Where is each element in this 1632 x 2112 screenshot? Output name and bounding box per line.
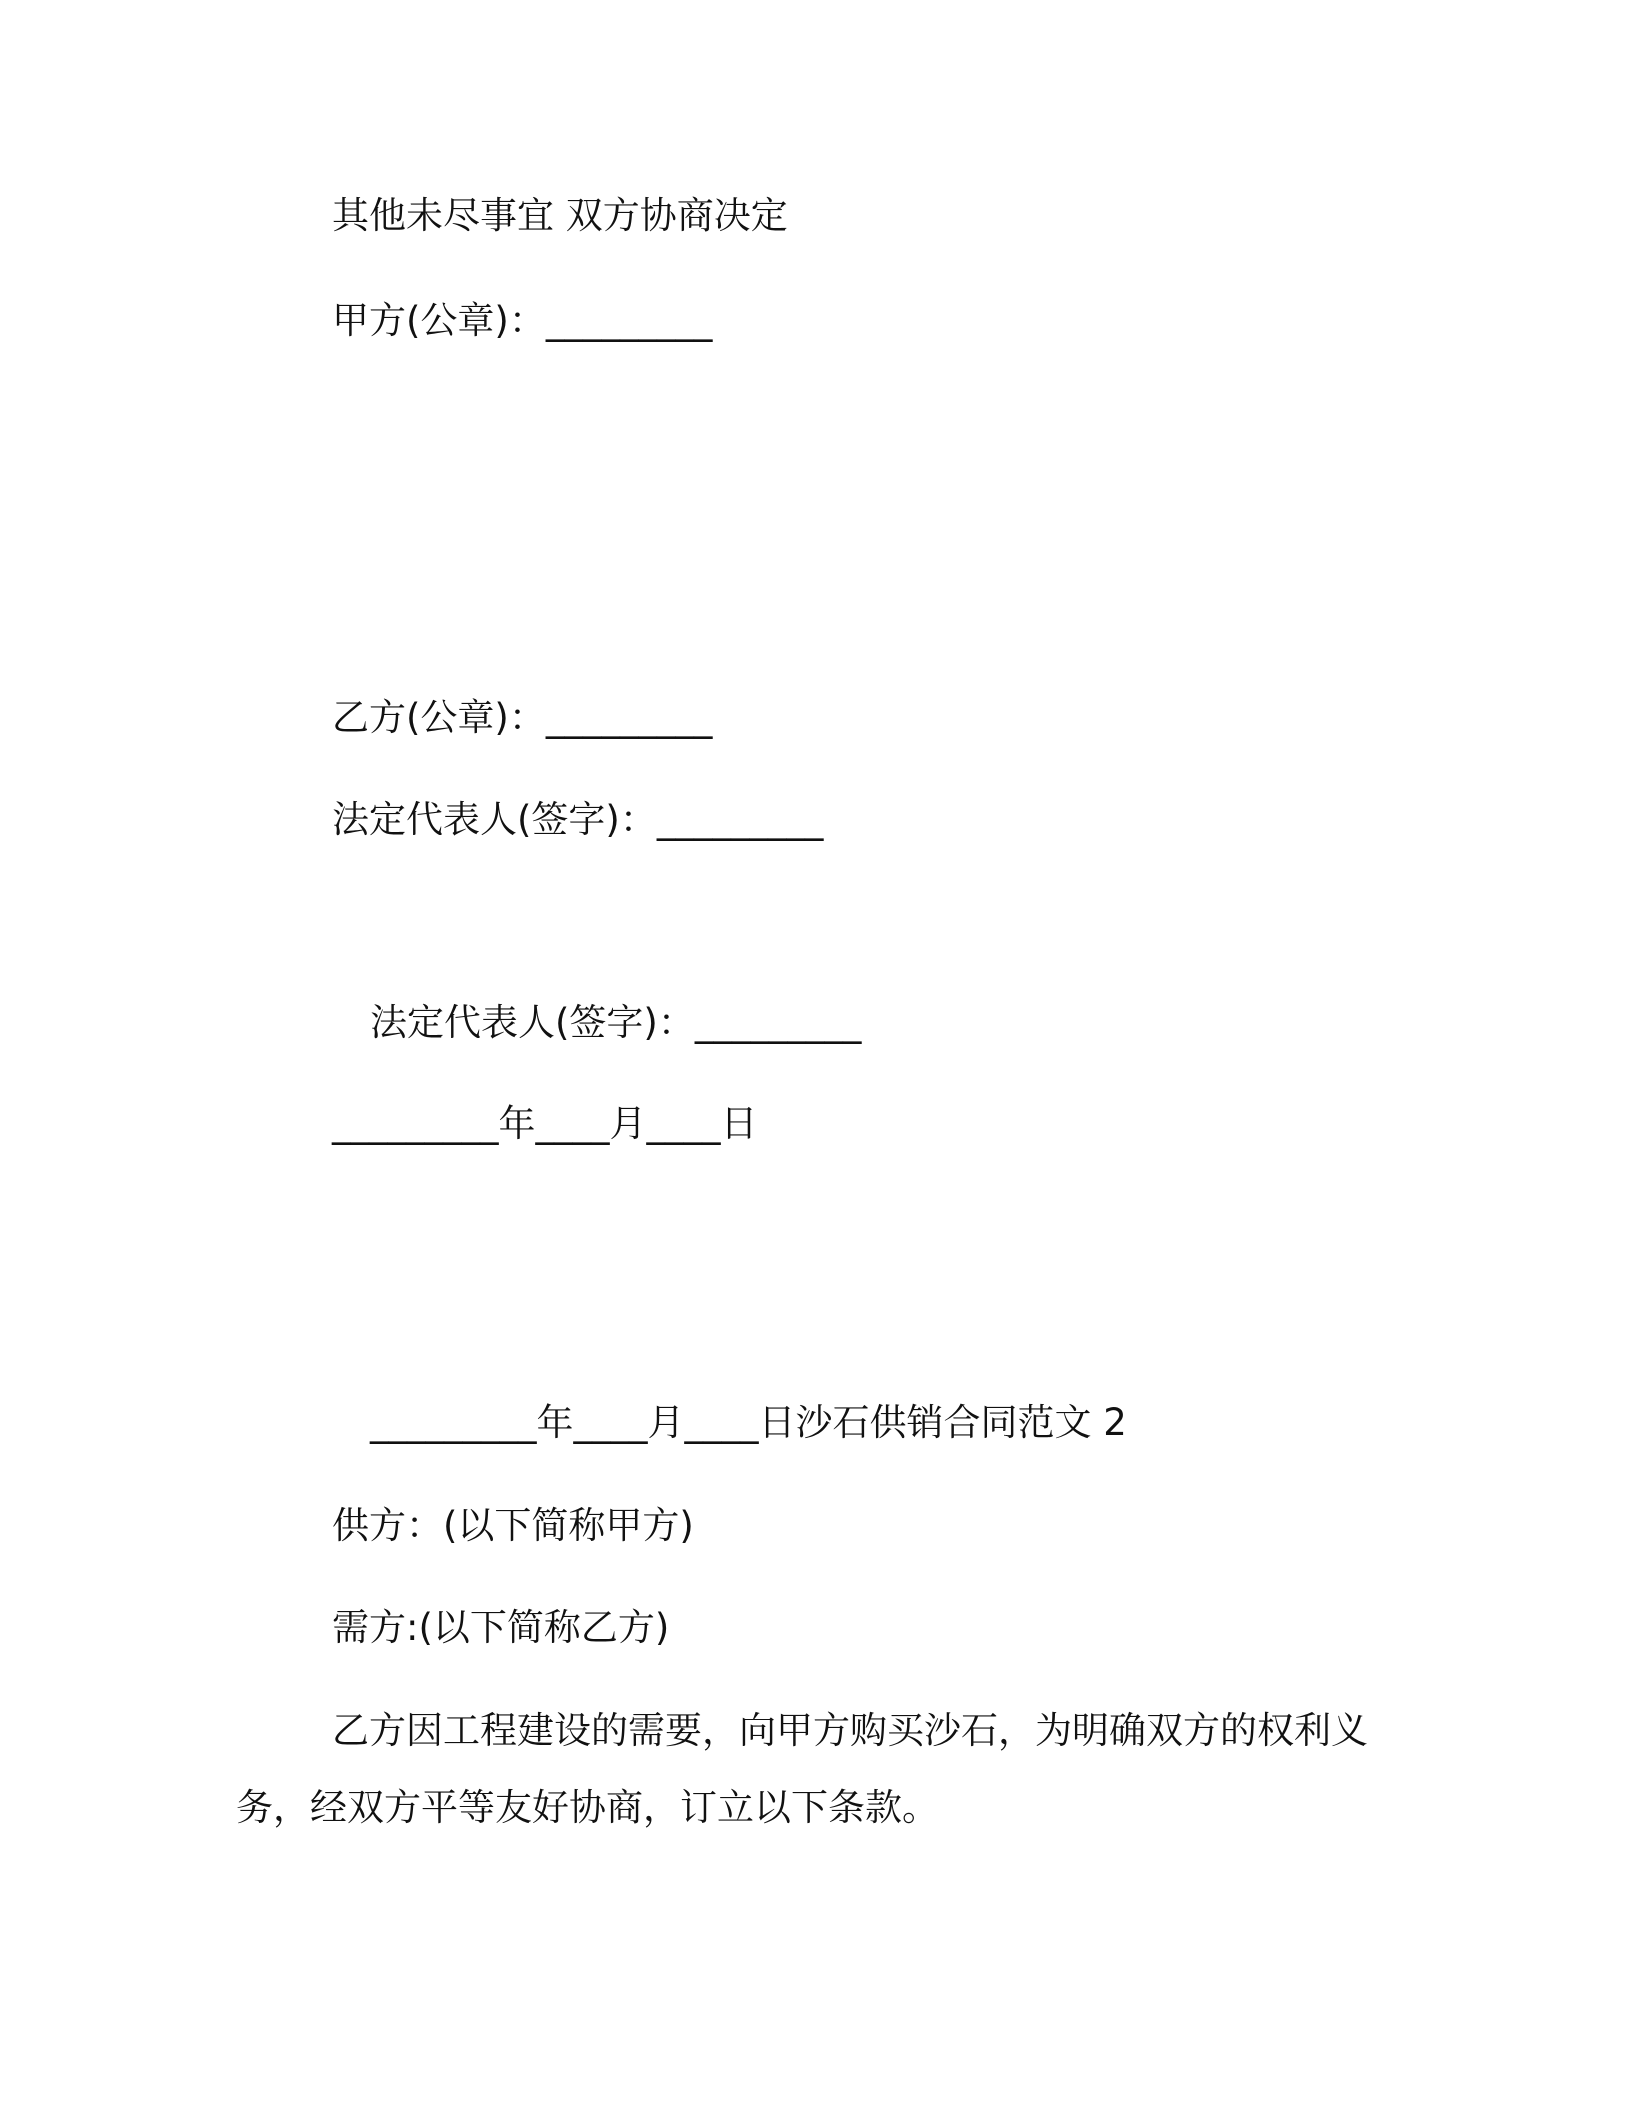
legal-rep-signature-line: 法定代表人(签字)：_________ xyxy=(332,798,824,841)
party-a-seal-line: 甲方(公章)：_________ xyxy=(332,299,713,342)
date-line: _________年____月____日 xyxy=(332,1102,758,1145)
closing-clause: 其他未尽事宜 双方协商决定 xyxy=(332,194,788,237)
party-b-seal-line: 乙方(公章)：_________ xyxy=(332,696,713,739)
intro-paragraph xyxy=(236,1692,1396,1846)
supplier-line: 供方：(以下简称甲方) xyxy=(332,1504,694,1547)
legal-rep-signature-line-2: 法定代表人(签字)：_________ xyxy=(370,1001,862,1044)
contract-title: _________年____月____日沙石供销合同范文 2 xyxy=(370,1401,1127,1444)
intro-paragraph-text: 乙方因工程建设的需要，向甲方购买沙石，为明确双方的权利义务，经双方平等友好协商，订立以下条款。 xyxy=(236,1709,1368,1829)
buyer-line: 需方:(以下简称乙方) xyxy=(332,1606,670,1649)
